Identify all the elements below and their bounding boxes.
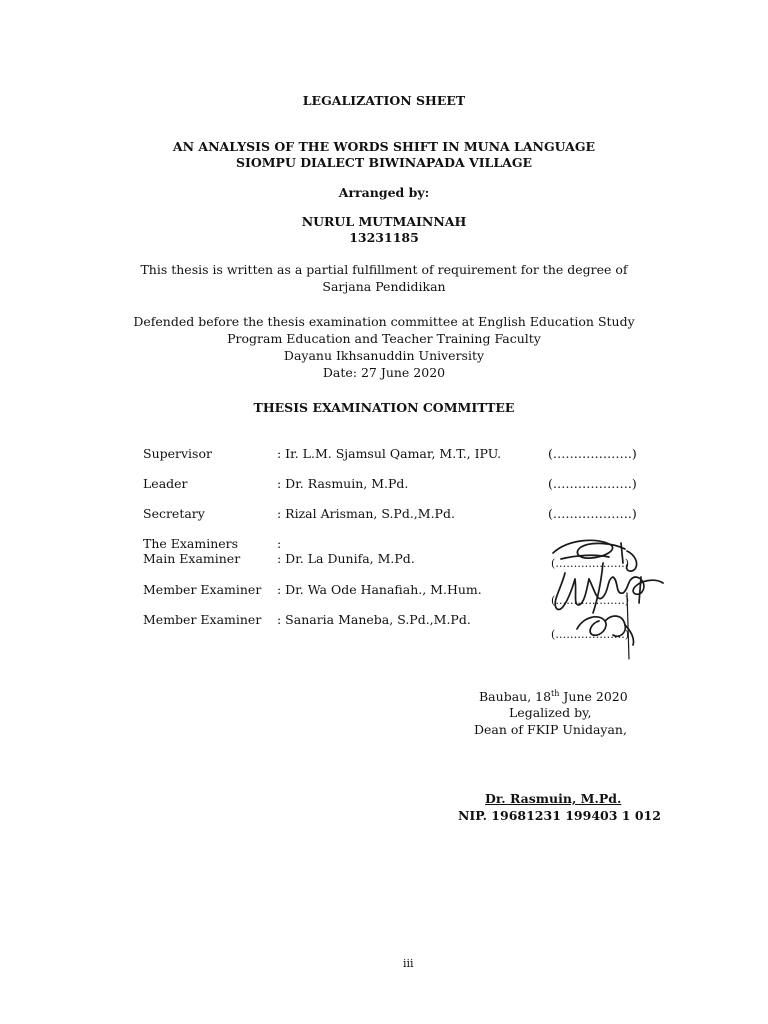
member-examiner-1-role: Member Examiner — [143, 582, 262, 597]
examiner-signatures-image — [543, 533, 675, 661]
member-examiner-2-signature-line: (……………….) — [551, 628, 630, 641]
member-examiner-2-role: Member Examiner — [143, 612, 262, 627]
committee-heading: THESIS EXAMINATION COMMITTEE — [253, 400, 515, 415]
legalized-by-label: Legalized by, — [509, 705, 592, 720]
member-examiner-1-signature-line: (……………….) — [551, 594, 630, 607]
place-and-date — [479, 686, 628, 704]
arranged-by-label: Arranged by: — [338, 185, 430, 200]
place-date-prefix: Baubau, 18 — [479, 689, 552, 705]
page-number: iii — [403, 957, 414, 970]
dean-name: Dr. Rasmuin, M.Pd. — [485, 791, 622, 806]
author-name: NURUL MUTMAINNAH — [301, 214, 467, 229]
student-id: 13231185 — [349, 230, 419, 245]
statement-line-2: Sarjana Pendidikan — [322, 279, 446, 294]
secretary-role: Secretary — [143, 506, 205, 521]
secretary-signature-line: (……………….) — [548, 506, 637, 521]
defense-line-2: Program Education and Teacher Training Faculty — [227, 331, 541, 346]
supervisor-role: Supervisor — [143, 446, 212, 461]
examiners-colon: : — [277, 536, 282, 551]
leader-signature-line: (……………….) — [548, 476, 637, 491]
member-examiner-2-name: : Sanaria Maneba, S.Pd.,M.Pd. — [277, 612, 471, 627]
supervisor-signature-line: (……………….) — [548, 446, 637, 461]
sheet-title: LEGALIZATION SHEET — [302, 93, 466, 108]
main-examiner-role: Main Examiner — [143, 551, 241, 566]
member-examiner-1-name: : Dr. Wa Ode Hanafiah., M.Hum. — [277, 582, 482, 597]
statement-line-1: This thesis is written as a partial fulfillment of requirement for the degree of — [140, 262, 628, 277]
leader-name: : Dr. Rasmuin, M.Pd. — [277, 476, 409, 491]
defense-date: Date: 27 June 2020 — [322, 365, 446, 380]
supervisor-name: : Ir. L.M. Sjamsul Qamar, M.T., IPU. — [277, 446, 502, 461]
secretary-name: : Rizal Arisman, S.Pd.,M.Pd. — [277, 506, 455, 521]
main-examiner-name: : Dr. La Dunifa, M.Pd. — [277, 551, 415, 566]
leader-role: Leader — [143, 476, 188, 491]
defense-line-1: Defended before the thesis examination committee at English Education Study — [133, 314, 635, 329]
dean-nip: NIP. 19681231 199403 1 012 — [458, 808, 661, 823]
dean-title: Dean of FKIP Unidayan, — [474, 722, 627, 737]
date-ordinal-suffix: th — [551, 689, 560, 698]
examiners-label: The Examiners — [143, 536, 239, 551]
place-date-suffix: June 2020 — [559, 689, 628, 705]
main-examiner-signature-line: (……………….) — [551, 557, 630, 570]
thesis-title-line-2: SIOMPU DIALECT BIWINAPADA VILLAGE — [235, 155, 533, 170]
thesis-title-line-1: AN ANALYSIS OF THE WORDS SHIFT IN MUNA LANGUAGE — [172, 139, 596, 154]
defense-line-3: Dayanu Ikhsanuddin University — [283, 348, 485, 363]
